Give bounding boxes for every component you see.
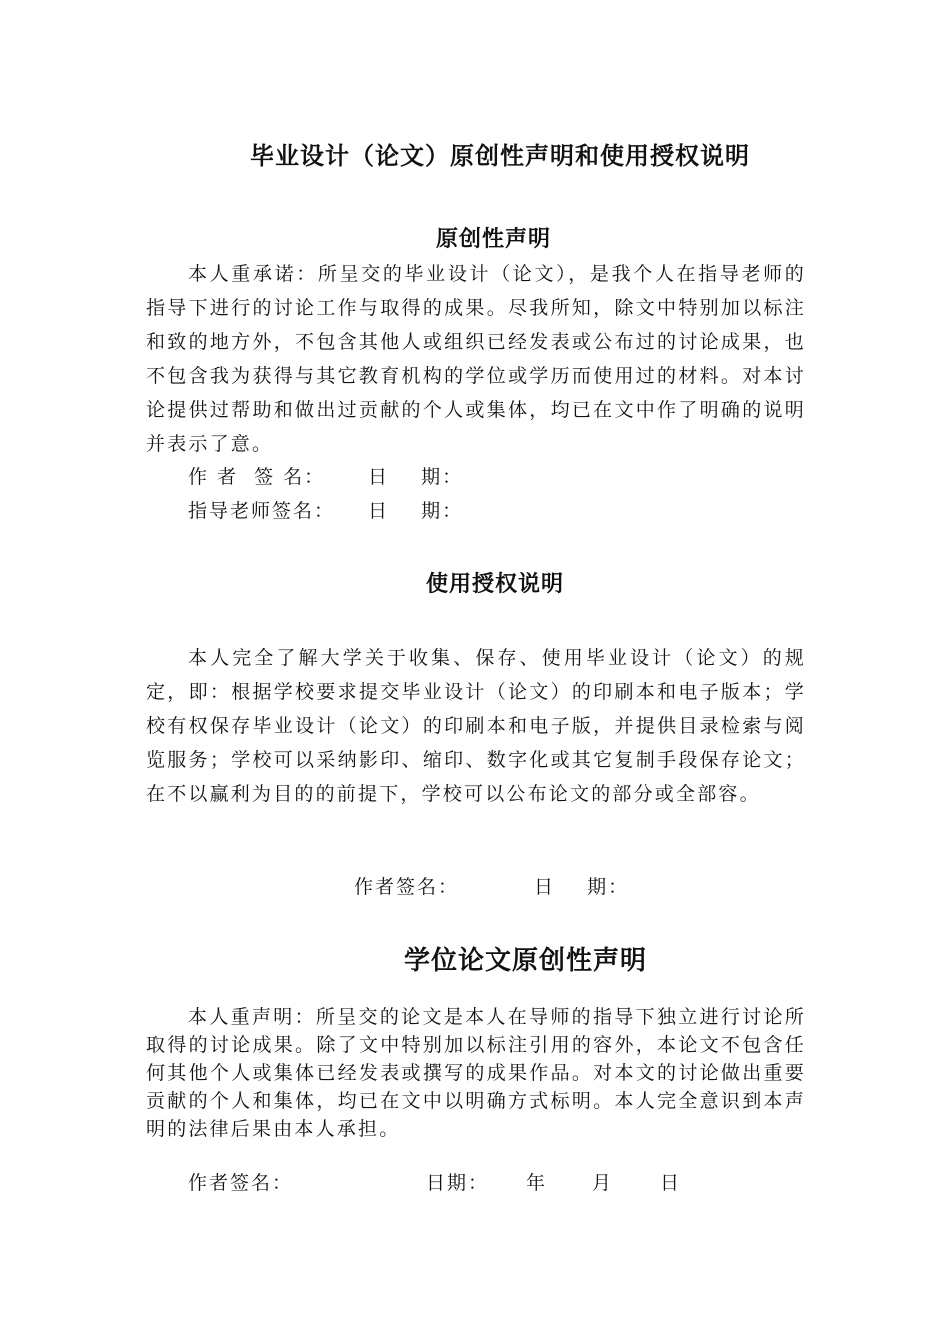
degree-year-label: 年: [526, 1172, 548, 1194]
authorization-heading: 使用授权说明: [426, 571, 565, 597]
advisor-sign-label: 指导老师签名：: [188, 500, 336, 522]
degree-sign-label: 作者签名：: [188, 1172, 294, 1194]
degree-originality-body: 本人重声明：所呈交的论文是本人在导师的指导下独立进行讨论所取得的讨论成果。除了文中特别加以标注引用的容外，本论文不包含任何其他个人或集体已经发表或撰写的成果作品。对本文的讨论做出重要贡献的个人和集体，均已在文中以明确方式标明。本人完全意识到本声明的法律后果由本人承担。: [146, 1006, 806, 1140]
degree-originality-heading: 学位论文原创性声明: [404, 946, 648, 976]
originality-heading: 原创性声明: [436, 226, 552, 252]
degree-date-label: 日期：: [426, 1172, 490, 1194]
main-title: 毕业设计（论文）原创性声明和使用授权说明: [250, 141, 750, 170]
authorization-sign-label: 作者签名：: [354, 876, 460, 898]
degree-day-label: 日: [660, 1172, 682, 1194]
originality-body: 本人重承诺：所呈交的毕业设计（论文），是我个人在指导老师的指导下进行的讨论工作与取得的成果。尽我所知，除文中特别加以标注和致的地方外，不包含其他人或组织已经发表或公布过的讨论成果，也不包含我为获得与其它教育机构的学位或学历而使用过的材料。对本讨论提供过帮助和做出过贡献的个人或集体，均已在文中作了明确的说明并表示了意。: [146, 263, 806, 455]
author-sign-label: 作 者 签 名：: [188, 466, 326, 488]
authorization-date-label: 日 期：: [534, 876, 630, 898]
degree-month-label: 月: [592, 1172, 614, 1194]
author-date-label: 日 期：: [368, 466, 464, 488]
authorization-body: 本人完全了解大学关于收集、保存、使用毕业设计（论文）的规定，即：根据学校要求提交毕业设计（论文）的印刷本和电子版本；学校有权保存毕业设计（论文）的印刷本和电子版，并提供目录检索与阅览服务；学校可以采纳影印、缩印、数字化或其它复制手段保存论文；在不以赢利为目的的前提下，学校可以公布论文的部分或全部容。: [146, 647, 806, 805]
advisor-date-label: 日 期：: [368, 500, 464, 522]
